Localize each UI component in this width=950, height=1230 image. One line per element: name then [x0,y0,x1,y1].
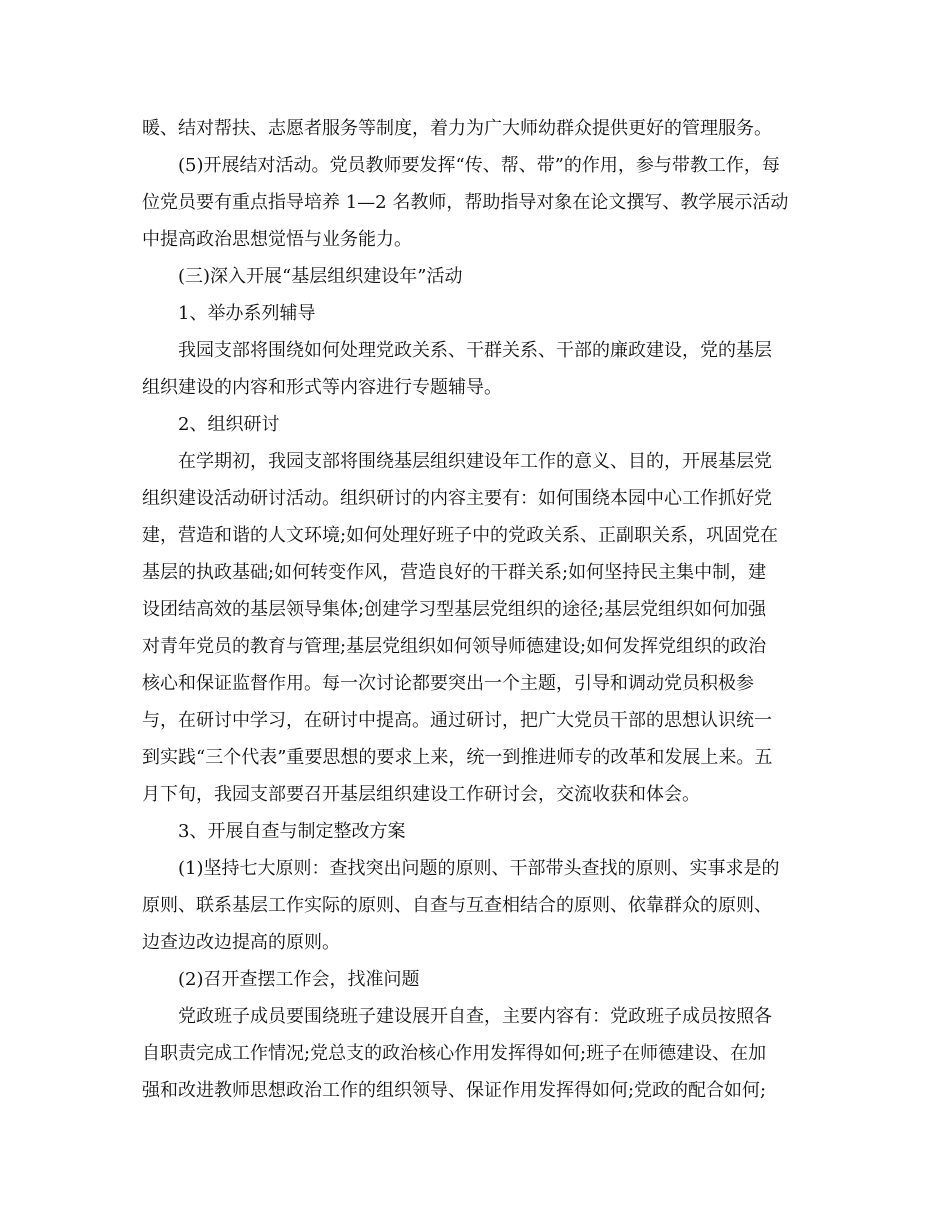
text-line-11: 组织建设活动研讨活动。组织研讨的内容主要有：如何围绕本园中心工作抓好党 [142,488,772,509]
text-line-8: 组织建设的内容和形式等内容进行专题辅导。 [142,377,502,398]
section-heading-3: (三)深入开展“基层组织建设年”活动 [178,266,463,287]
text-line-23: 边查边改边提高的原则。 [142,932,340,953]
text-line-19: 月下旬，我园支部要召开基层组织建设工作研讨会，交流收获和体会。 [142,784,700,805]
text-line-22: 原则、联系基层工作实际的原则、自查与互查相结合的原则、依靠群众的原则、 [142,895,772,916]
subheading-3: 3、开展自查与制定整改方案 [178,821,406,842]
text-line-1: 暖、结对帮扶、志愿者服务等制度，着力为广大师幼群众提供更好的管理服务。 [142,118,772,139]
text-line-16: 核心和保证监督作用。每一次讨论都要突出一个主题，引导和调动党员积极参 [142,673,754,694]
text-line-10: 在学期初，我园支部将围绕基层组织建设年工作的意义、目的，开展基层党 [178,451,772,472]
subheading-1: 1、举办系列辅导 [178,303,316,324]
text-line-3: 位党员要有重点指导培养 1—2 名教师，帮助指导对象在论文撰写、教学展示活动 [142,192,789,213]
text-line-21: (1)坚持七大原则：查找突出问题的原则、干部带头查找的原则、实事求是的 [178,858,780,879]
text-line-13: 基层的执政基础;如何转变作风，营造良好的干群关系;如何坚持民主集中制，建 [142,562,767,583]
text-line-7: 我园支部将围绕如何处理党政关系、干群关系、干部的廉政建设，党的基层 [178,340,772,361]
text-line-18: 到实践“三个代表”重要思想的要求上来，统一到推进师专的改革和发展上来。五 [142,747,773,768]
subheading-2: 2、组织研讨 [178,414,280,435]
text-line-24: (2)召开查摆工作会，找准问题 [178,969,420,990]
text-line-17: 与，在研讨中学习，在研讨中提高。通过研讨，把广大党员干部的思想认识统一 [142,710,772,731]
text-line-27: 强和改进教师思想政治工作的组织领导、保证作用发挥得如何;党政的配合如何; [142,1080,767,1101]
text-line-25: 党政班子成员要围绕班子建设展开自查，主要内容有：党政班子成员按照各 [178,1006,772,1027]
text-line-12: 建，营造和谐的人文环境;如何处理好班子中的党政关系、正副职关系，巩固党在 [142,525,779,546]
text-line-4: 中提高政治思想觉悟与业务能力。 [142,229,412,250]
text-line-2: (5)开展结对活动。党员教师要发挥“传、帮、带”的作用，参与带教工作，每 [178,155,780,176]
text-line-26: 自职责完成工作情况;党总支的政治核心作用发挥得如何;班子在师德建设、在加 [142,1043,767,1064]
text-line-14: 设团结高效的基层领导集体;创建学习型基层党组织的途径;基层党组织如何加强 [142,599,767,620]
text-line-15: 对青年党员的教育与管理;基层党组织如何领导师德建设;如何发挥党组织的政治 [142,636,767,657]
